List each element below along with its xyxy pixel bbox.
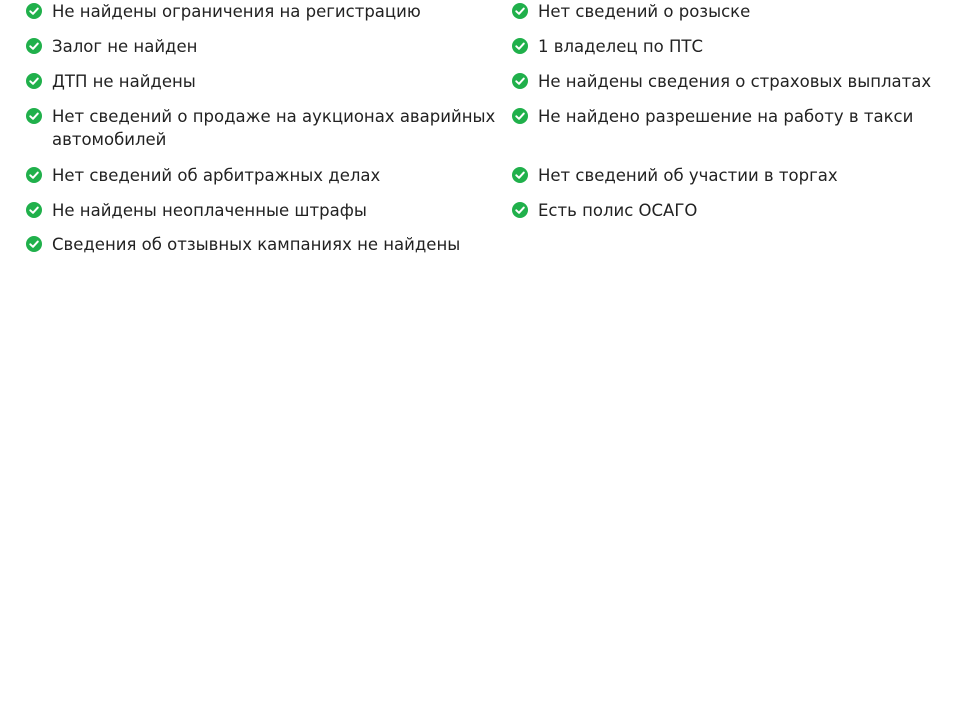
check-label: 1 владелец по ПТС [538, 37, 703, 56]
check-item-salvage-auctions [26, 105, 496, 151]
check-label: Нет сведений о розыске [538, 2, 751, 21]
check-label: Есть полис ОСАГО [538, 201, 698, 220]
check-item-insurance-payouts [512, 70, 942, 93]
check-circle-icon [512, 167, 528, 183]
check-item-owners [512, 35, 942, 58]
check-circle-icon [512, 73, 528, 89]
check-label: Не найдены неоплаченные штрафы [52, 201, 367, 220]
check-item-osago-policy [512, 199, 942, 222]
check-label: Нет сведений об участии в торгах [538, 166, 838, 185]
check-circle-icon [512, 3, 528, 19]
check-item-unpaid-fines [26, 199, 496, 222]
check-circle-icon [26, 38, 42, 54]
check-item-recall-campaigns [26, 233, 496, 256]
check-label: Не найдены сведения о страховых выплатах [538, 72, 932, 91]
check-label: Не найдено разрешение на работу в такси [538, 107, 914, 126]
check-label: Нет сведений об арбитражных делах [52, 166, 381, 185]
check-item-tenders [512, 164, 942, 187]
check-circle-icon [512, 202, 528, 218]
check-circle-icon [26, 167, 42, 183]
check-item-registration-restrictions [26, 0, 496, 23]
check-label: Нет сведений о продаже на аукционах аварийных автомобилей [52, 107, 496, 149]
check-circle-icon [26, 236, 42, 252]
check-item-accidents [26, 70, 496, 93]
check-circle-icon [26, 202, 42, 218]
check-circle-icon [26, 3, 42, 19]
check-item-taxi-permit [512, 105, 942, 128]
check-label: Сведения об отзывных кампаниях не найдены [52, 235, 461, 254]
check-item-arbitration [26, 164, 496, 187]
check-item-wanted [512, 0, 942, 23]
check-circle-icon [26, 73, 42, 89]
check-circle-icon [26, 108, 42, 124]
check-circle-icon [512, 38, 528, 54]
check-label: Не найдены ограничения на регистрацию [52, 2, 421, 21]
check-label: ДТП не найдены [52, 72, 196, 91]
check-item-pledge [26, 35, 496, 58]
check-label: Залог не найден [52, 37, 198, 56]
check-circle-icon [512, 108, 528, 124]
